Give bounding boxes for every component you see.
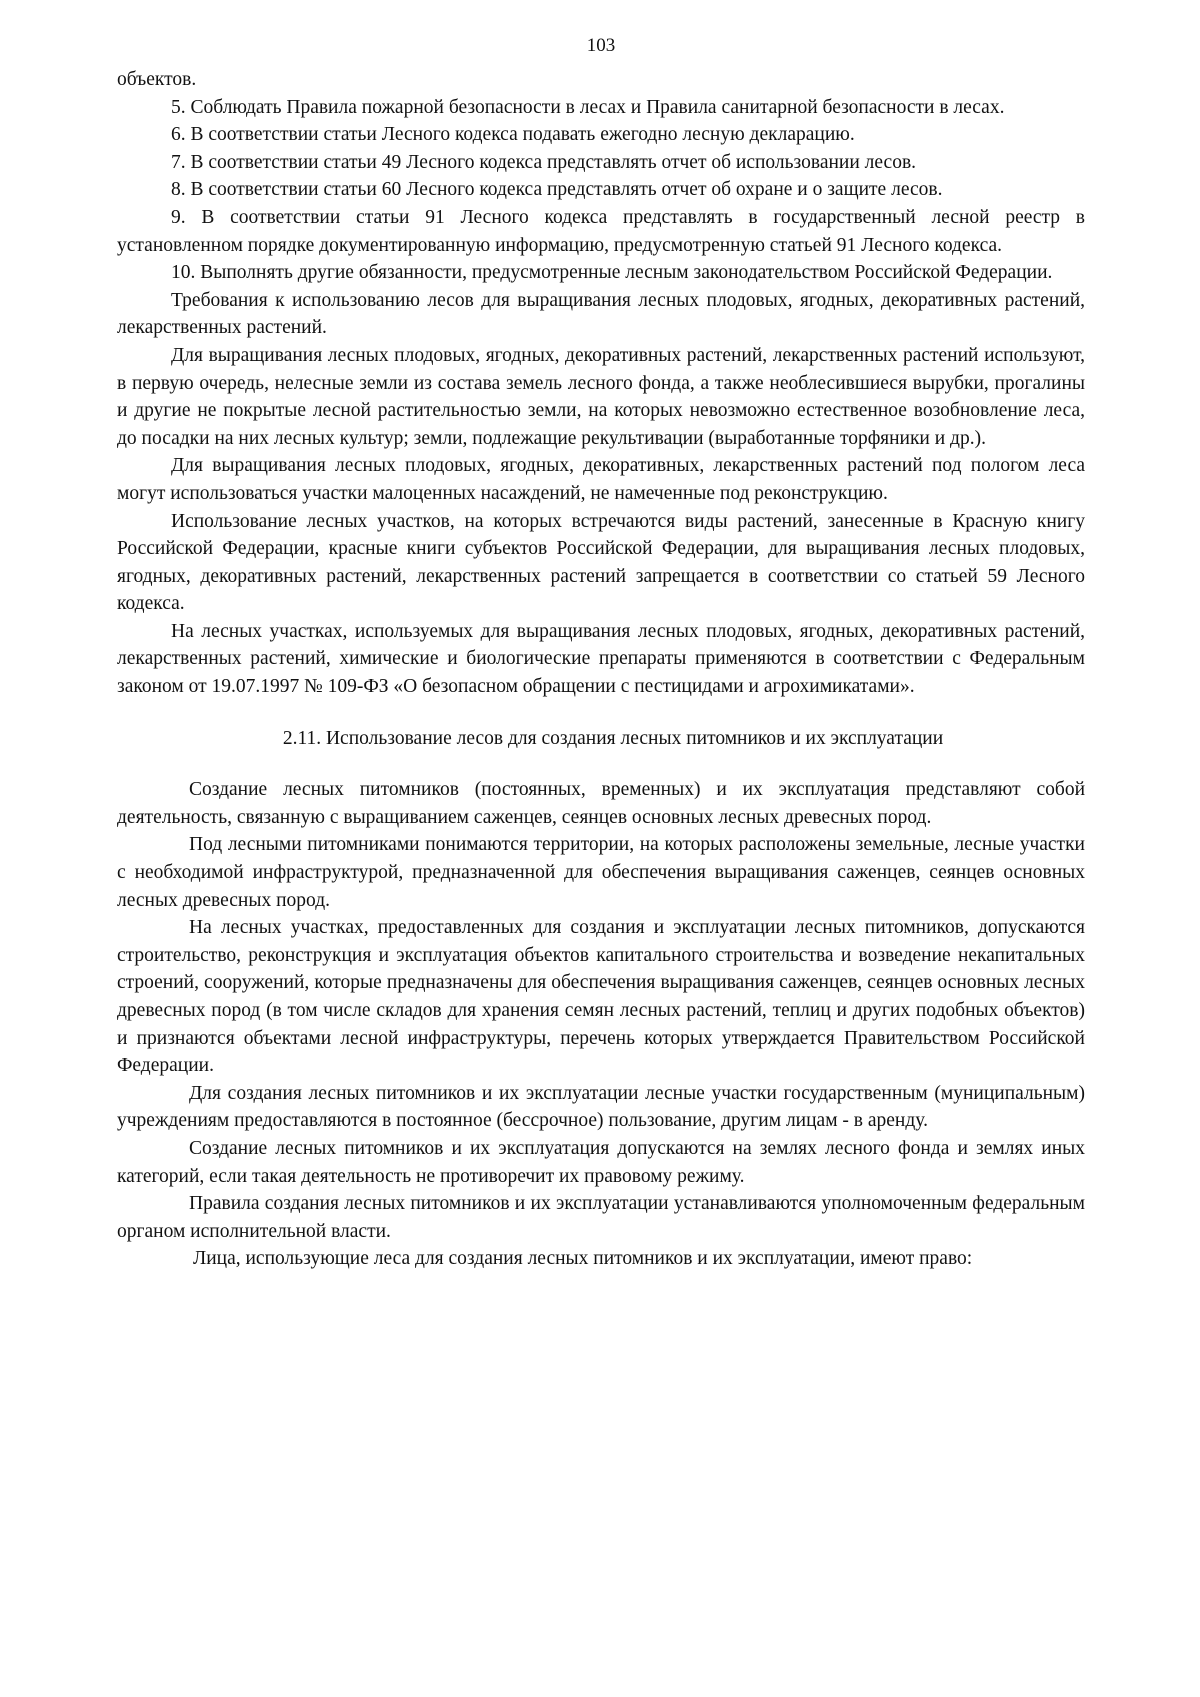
paragraph: 8. В соответствии статьи 60 Лесного кодекса представлять отчет об охране и о защите лесов.	[171, 179, 943, 201]
paragraph: объектов.	[117, 69, 197, 90]
paragraph: На лесных участках, используемых для выращивания лесных плодовых, ягодных, декоративных растений, лекарственных растений, химические и биологические препараты применяются в соответствии с Федеральным законом от 19.07.1997 № 109-ФЗ «О безопасном обращении с пестицидами и агрохимикатами».	[117, 620, 1085, 698]
paragraph: Использование лесных участков, на которых встречаются виды растений, занесенные в Красную книгу Российской Федерации, красные книги субъектов Российской Федерации, для выращивания лесных плодовых, ягодных, декоративных растений, лекарственных растений запрещается в соответствии со статьей 59 Лесного кодекса.	[117, 510, 1085, 615]
paragraph: Для выращивания лесных плодовых, ягодных, декоративных растений, лекарственных растений используют, в первую очередь, нелесные земли из состава земель лесного фонда, а также необлесившиеся вырубки, прогалины и другие не покрытые лесной растительностью земли, на которых невозможно естественное возобновление леса, до посадки на них лесных культур; земли, подлежащие рекультивации (выработанные торфяники и др.).	[117, 344, 1085, 449]
paragraph: 5. Соблюдать Правила пожарной безопасности в лесах и Правила санитарной безопасности в лесах.	[171, 96, 1005, 118]
paragraph: 9. В соответствии статьи 91 Лесного кодекса представлять в государственный лесной реестр в установленном порядке документированную информацию, предусмотренную статьей 91 Лесного кодекса.	[117, 206, 1085, 256]
paragraph: Правила создания лесных питомников и их эксплуатации устанавливаются уполномоченным федеральным органом исполнительной власти.	[117, 1193, 1085, 1242]
paragraph: 7. В соответствии статьи 49 Лесного кодекса представлять отчет об использовании лесов.	[171, 151, 917, 173]
paragraph: 6. В соответствии статьи Лесного кодекса подавать ежегодно лесную декларацию.	[171, 124, 855, 146]
paragraph: Для выращивания лесных плодовых, ягодных, декоративных, лекарственных растений под пологом леса могут использоваться участки малоценных насаждений, не намеченные под реконструкцию.	[117, 455, 1085, 504]
document-body	[117, 66, 1085, 1273]
paragraph: На лесных участках, предоставленных для создания и эксплуатации лесных питомников, допускаются строительство, реконструкция и эксплуатация объектов капитального строительства и возведение некапитальных строений, сооружений, которые предназначены для обеспечения выращивания саженцев, сеянцев основных лесных древесных пород (в том числе складов для хранения семян лесных растений, теплиц и других подобных объектов) и признаются объектами лесной инфраструктуры, перечень которых утверждается Правительством Российской Федерации.	[117, 917, 1085, 1077]
paragraph: Лица, использующие леса для создания лесных питомников и их эксплуатации, имеют право:	[193, 1248, 973, 1270]
paragraph: Под лесными питомниками понимаются территории, на которых расположены земельные, лесные участки с необходимой инфраструктурой, предназначенной для обеспечения выращивания саженцев, сеянцев основных лесных древесных пород.	[117, 834, 1085, 911]
section-heading: 2.11. Использование лесов для создания лесных питомников и их эксплуатации	[282, 727, 944, 749]
paragraph: Создание лесных питомников и их эксплуатация допускаются на землях лесного фонда и землях иных категорий, если такая деятельность не противоречит их правовому режиму.	[117, 1137, 1085, 1187]
paragraph: Создание лесных питомников (постоянных, временных) и их эксплуатация представляют собой деятельность, связанную с выращиванием саженцев, сеянцев основных лесных древесных пород.	[117, 779, 1085, 828]
paragraph: Для создания лесных питомников и их эксплуатации лесные участки государственным (муниципальным) учреждениям предоставляются в постоянное (бессрочное) пользование, другим лицам - в аренду.	[117, 1082, 1085, 1132]
page-number: 103	[586, 35, 616, 56]
paragraph: Требования к использованию лесов для выращивания лесных плодовых, ягодных, декоративных растений, лекарственных растений.	[117, 289, 1085, 339]
paragraph: 10. Выполнять другие обязанности, предусмотренные лесным законодательством Российской Федерации.	[171, 262, 1053, 284]
